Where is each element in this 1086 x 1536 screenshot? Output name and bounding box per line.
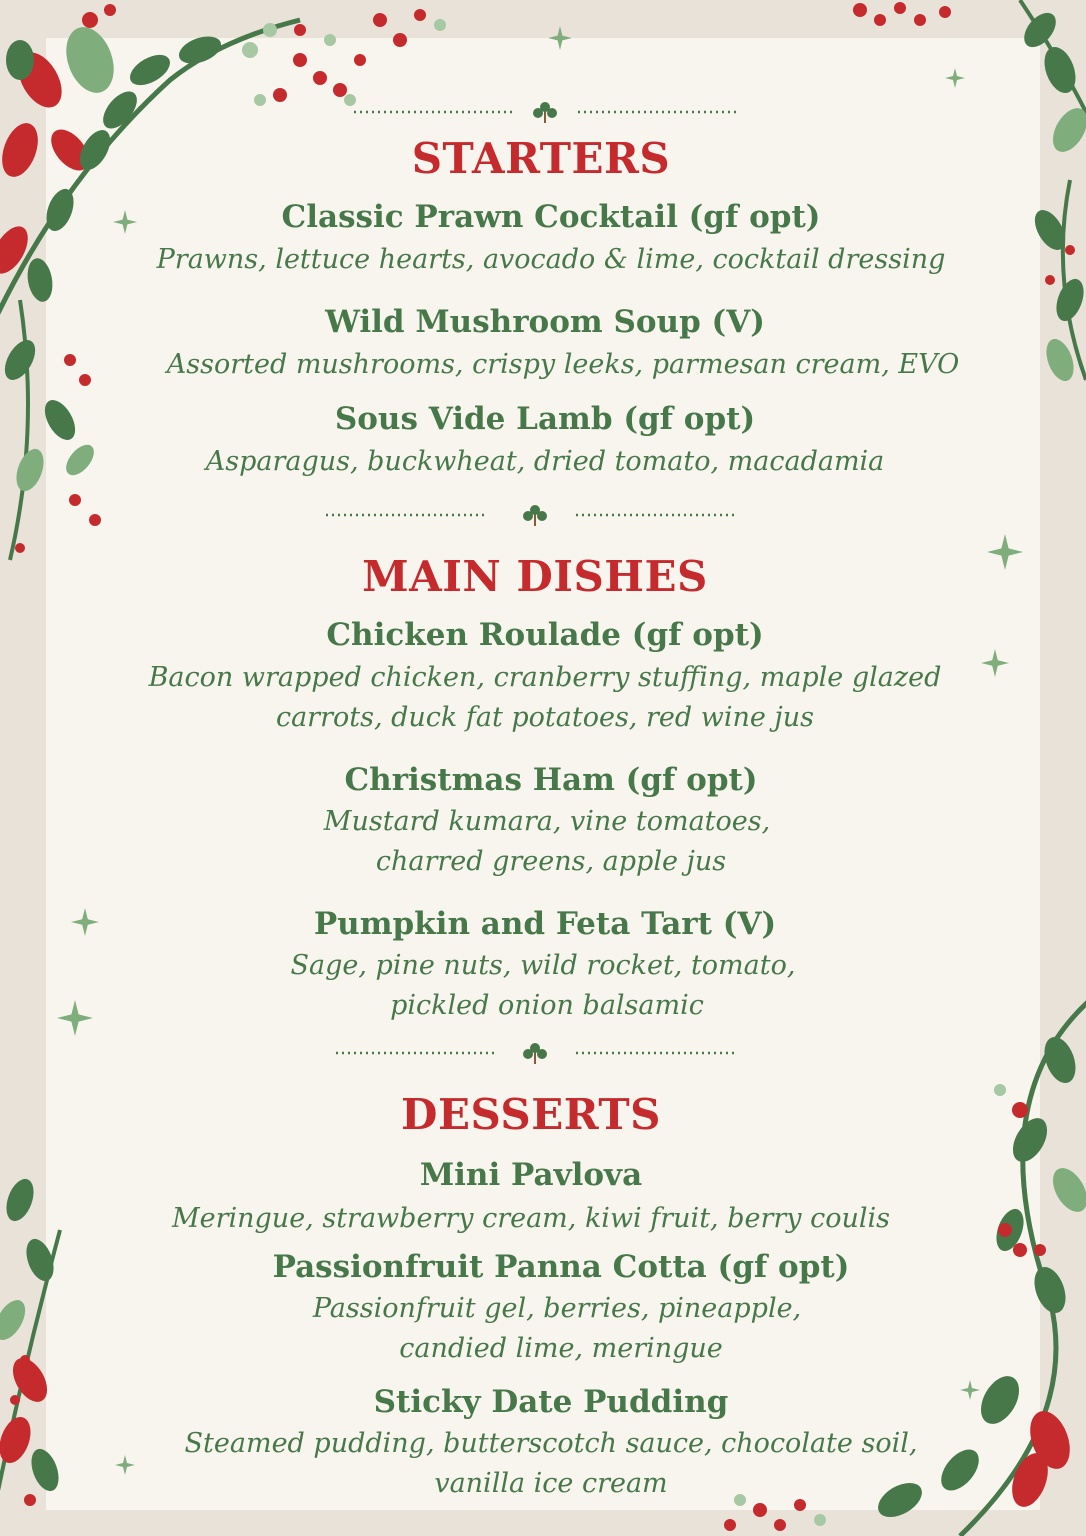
sprig-divider-icon — [300, 97, 786, 127]
dish-name: Classic Prawn Cocktail (gf opt) — [281, 199, 821, 235]
section-heading-starters: STARTERS — [411, 134, 671, 183]
dish-description: Sage, pine nuts, wild rocket, tomato, — [290, 950, 796, 981]
dish-name: Christmas Ham (gf opt) — [344, 762, 758, 798]
sprig-divider-icon — [300, 1038, 786, 1068]
dish-description: Asparagus, buckwheat, dried tomato, macadamia — [205, 446, 885, 477]
dish-name: Mini Pavlova — [419, 1157, 643, 1193]
holly-leaf-icon — [6, 40, 34, 80]
dish-description: carrots, duck fat potatoes, red wine jus — [275, 702, 815, 733]
red-berry-cluster-icon — [939, 6, 951, 18]
dish-description: Meringue, strawberry cream, kiwi fruit, berry coulis — [171, 1203, 891, 1234]
red-berry-cluster-icon — [814, 1514, 826, 1526]
dish-description: Steamed pudding, butterscotch sauce, chocolate soil, — [184, 1428, 918, 1459]
dish-description: charred greens, apple jus — [375, 846, 727, 877]
red-berry-cluster-icon — [774, 1519, 786, 1531]
dish-description: pickled onion balsamic — [390, 990, 704, 1021]
red-berry-cluster-icon — [434, 19, 446, 31]
sprig-divider-icon — [300, 500, 786, 530]
red-berry-cluster-icon — [874, 14, 886, 26]
red-berry-cluster-icon — [294, 24, 306, 36]
red-berry-cluster-icon — [263, 23, 277, 37]
dish-description: Mustard kumara, vine tomatoes, — [323, 806, 771, 837]
section-heading-desserts: DESSERTS — [401, 1090, 661, 1139]
dish-name: Sticky Date Pudding — [373, 1384, 729, 1420]
dish-name: Wild Mushroom Soup (V) — [325, 304, 765, 340]
dish-name: Chicken Roulade (gf opt) — [326, 617, 764, 653]
red-berry-cluster-icon — [724, 1519, 736, 1531]
dish-description: Passionfruit gel, berries, pineapple, — [312, 1293, 802, 1324]
dish-description: Assorted mushrooms, crispy leeks, parmesan cream, EVO — [166, 349, 960, 380]
red-berry-cluster-icon — [914, 14, 926, 26]
holly-leaf-icon — [1039, 1033, 1082, 1088]
dish-description: vanilla ice cream — [434, 1468, 668, 1499]
dish-name: Sous Vide Lamb (gf opt) — [334, 401, 756, 437]
red-berry-cluster-icon — [104, 4, 116, 16]
red-berry-cluster-icon — [894, 2, 906, 14]
red-berry-cluster-icon — [414, 9, 426, 21]
red-berry-cluster-icon — [82, 12, 98, 28]
holly-leaf-icon — [1039, 43, 1082, 98]
dish-name: Passionfruit Panna Cotta (gf opt) — [272, 1249, 850, 1285]
red-berry-cluster-icon — [373, 13, 387, 27]
dish-name: Pumpkin and Feta Tart (V) — [313, 906, 777, 942]
dish-description: Bacon wrapped chicken, cranberry stuffing, maple glazed — [148, 662, 942, 693]
dish-description: Prawns, lettuce hearts, avocado & lime, cocktail dressing — [156, 244, 946, 275]
section-heading-main-dishes: MAIN DISHES — [362, 552, 708, 601]
dish-description: candied lime, meringue — [399, 1333, 723, 1364]
red-berry-cluster-icon — [853, 3, 867, 17]
